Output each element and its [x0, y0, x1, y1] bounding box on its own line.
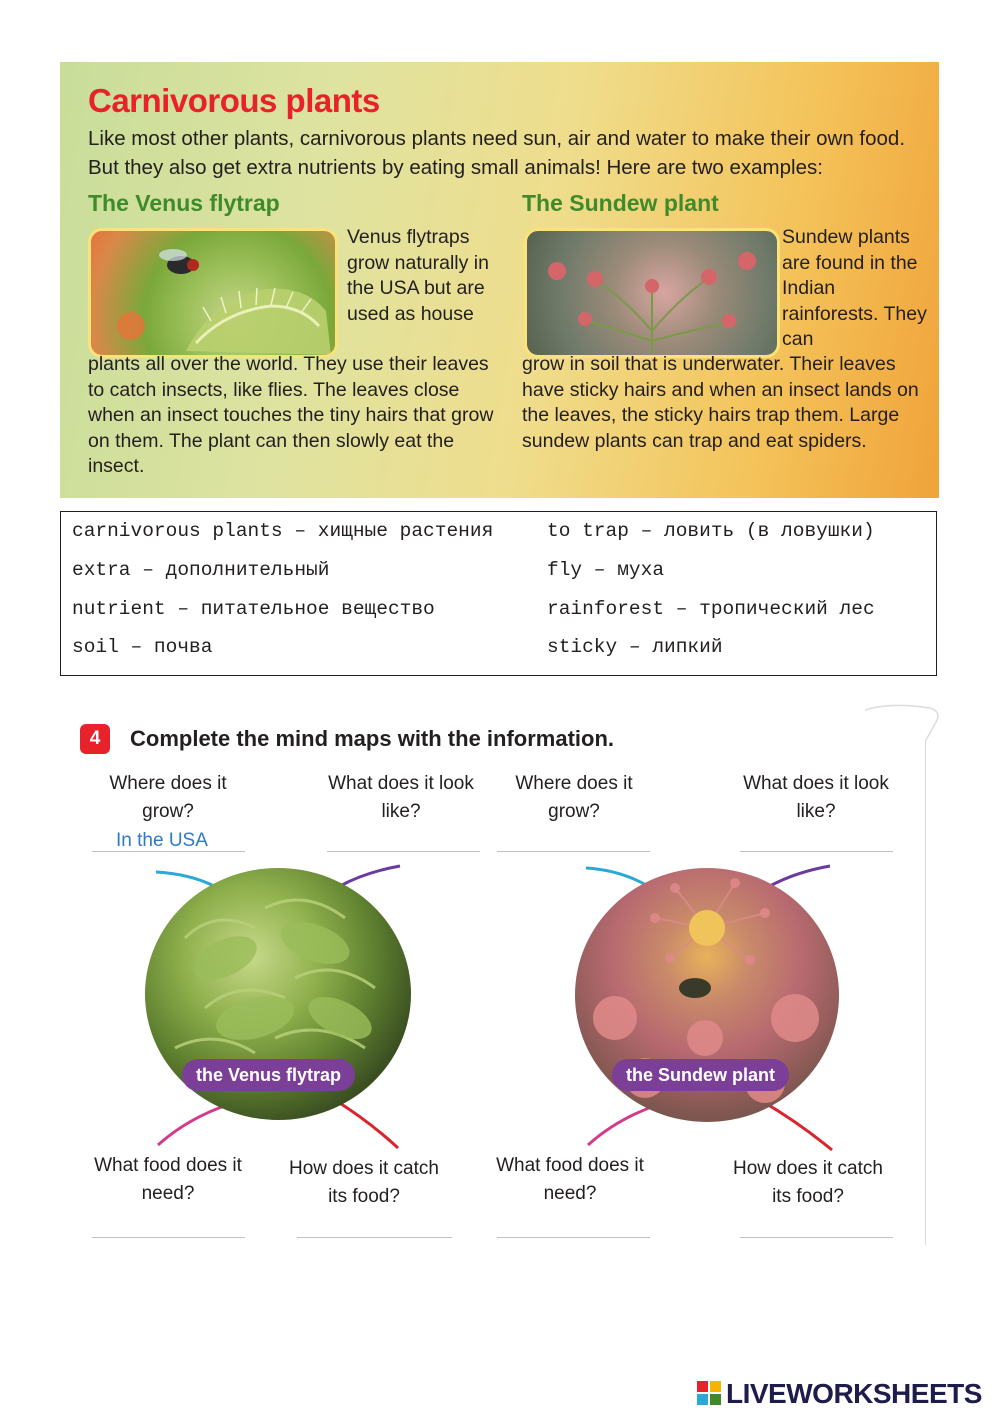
- glossary-item: fly – муха: [547, 559, 665, 581]
- venus-section-title: The Venus flytrap: [88, 190, 280, 216]
- sundew-question-catch: How does it catch its food?: [733, 1158, 883, 1207]
- frame-side-line: [925, 740, 926, 1245]
- glossary-item: rainforest – тропический лес: [547, 598, 875, 620]
- venus-question-where: Where does it grow?: [109, 773, 227, 822]
- frame-corner: [860, 700, 950, 750]
- reading-panel: [60, 62, 939, 498]
- sundew-question-where: Where does it grow?: [515, 773, 633, 822]
- venus-answer-line-food[interactable]: [92, 1237, 245, 1238]
- task-number-badge: 4: [80, 724, 110, 754]
- glossary-item: extra – дополнительный: [72, 559, 330, 581]
- venus-center-label: the Venus flytrap: [182, 1059, 355, 1091]
- venus-body-text: plants all over the world. They use their leaves to catch insects, like flies. The leaves close when an insect touches the tiny hairs that grow on them. The plant can then slowly eat the insect.: [88, 353, 494, 477]
- glossary-box: [60, 511, 937, 676]
- sundew-answer-line-food[interactable]: [497, 1237, 650, 1238]
- glossary-item: to trap – ловить (в ловушки): [547, 520, 875, 542]
- sundew-answer-line-catch[interactable]: [740, 1237, 893, 1238]
- liveworksheets-logo-icon: [697, 1381, 721, 1405]
- sundew-side-text: Sundew plants are found in the Indian rainforests. They can: [782, 226, 927, 350]
- glossary-item: nutrient – питательное вещество: [72, 598, 435, 620]
- liveworksheets-brand[interactable]: LIVEWORKSHEETS: [726, 1378, 982, 1409]
- venus-question-food: What food does it need?: [94, 1155, 242, 1204]
- venus-answer-line-look[interactable]: [327, 851, 480, 852]
- venus-flytrap-photo: [88, 228, 338, 358]
- venus-question-look: What does it look like?: [328, 773, 474, 822]
- sundew-question-look: What does it look like?: [743, 773, 889, 822]
- sundew-body-text: grow in soil that is underwater. Their leaves have sticky hairs and when an insect lands on the leaves, the sticky hairs trap them. Large sundew plants can trap and eat spiders.: [522, 353, 919, 452]
- sundew-answer-line-look[interactable]: [740, 851, 893, 852]
- sundew-section-title: The Sundew plant: [522, 190, 719, 216]
- reading-intro: Like most other plants, carnivorous plants need sun, air and water to make their own food. But they also get extra nutrients by eating small animals! Here are two examples:: [88, 127, 906, 179]
- glossary-item: sticky – липкий: [547, 636, 723, 658]
- sundew-answer-line-where[interactable]: [497, 851, 650, 852]
- sundew-plant-photo: [524, 228, 780, 358]
- sundew-center-label: the Sundew plant: [612, 1059, 789, 1091]
- glossary-item: soil – почва: [72, 636, 213, 658]
- task-instruction: Complete the mind maps with the information.: [130, 726, 615, 751]
- sundew-question-food: What food does it need?: [496, 1155, 644, 1204]
- venus-answer-line-catch[interactable]: [297, 1237, 452, 1238]
- glossary-item: carnivorous plants – хищные растения: [72, 520, 494, 542]
- venus-question-catch: How does it catch its food?: [289, 1158, 439, 1207]
- reading-title: Carnivorous plants: [88, 82, 380, 119]
- venus-side-text: Venus flytraps grow naturally in the USA but are used as house: [347, 226, 489, 325]
- venus-answer-line-where[interactable]: [92, 851, 245, 852]
- venus-answer-where[interactable]: In the USA: [116, 830, 208, 851]
